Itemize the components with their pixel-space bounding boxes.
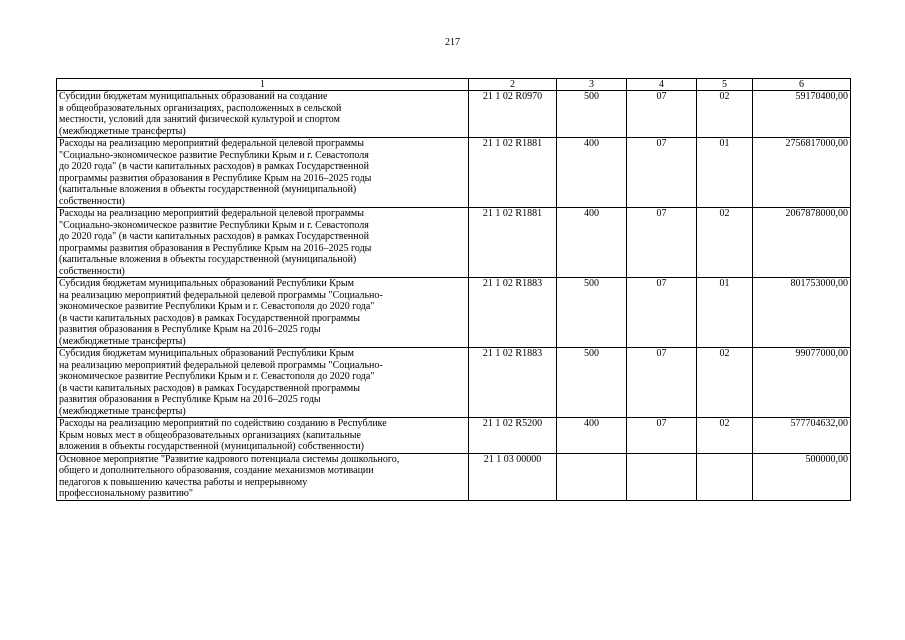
header-col-3: 3 [557, 79, 627, 91]
row-subsection: 02 [697, 348, 753, 418]
budget-table [56, 78, 851, 501]
row-subsection: 01 [697, 138, 753, 208]
row-description: Субсидия бюджетам муниципальных образований Республики Крым на реализацию мероприятий федеральной целевой программы "Социально- экономическое развитие Республики Крым и г. Севастополя до 2020 года" (в части капитальных расходов) в рамках Государственной программы развития образования в Республике Крым на 2016–2025 годы (межбюджетные трансферты) [57, 348, 469, 418]
row-expense-type: 400 [557, 418, 627, 454]
row-expense-type: 500 [557, 278, 627, 348]
header-col-6: 6 [753, 79, 851, 91]
row-target-code: 21 1 03 00000 [469, 453, 557, 500]
row-amount: 99077000,00 [753, 348, 851, 418]
page-number: 217 [445, 37, 460, 48]
row-subsection: 02 [697, 208, 753, 278]
row-amount: 801753000,00 [753, 278, 851, 348]
row-amount: 2756817000,00 [753, 138, 851, 208]
table-row [57, 278, 851, 348]
row-description: Расходы на реализацию мероприятий федеральной целевой программы "Социально-экономическое развитие Республики Крым и г. Севастополя до 2020 года" (в части капитальных расходов) в рамках Государственной программы развития образования в Республике Крым на 2016–2025 годы (капитальные вложения в объекты государственной (муниципальной) собственности) [57, 208, 469, 278]
row-description: Субсидия бюджетам муниципальных образований Республики Крым на реализацию мероприятий федеральной целевой программы "Социально- экономическое развитие Республики Крым и г. Севастополя до 2020 года" (в части капитальных расходов) в рамках Государственной программы развития образования в Республике Крым на 2016–2025 годы (межбюджетные трансферты) [57, 278, 469, 348]
row-section: 07 [627, 208, 697, 278]
row-expense-type: 500 [557, 348, 627, 418]
row-target-code: 21 1 02 R1883 [469, 278, 557, 348]
table-row [57, 91, 851, 138]
row-target-code: 21 1 02 R5200 [469, 418, 557, 454]
row-expense-type: 500 [557, 91, 627, 138]
row-section: 07 [627, 278, 697, 348]
row-subsection [697, 453, 753, 500]
table-row [57, 138, 851, 208]
table-row [57, 453, 851, 500]
row-section: 07 [627, 91, 697, 138]
row-amount: 59170400,00 [753, 91, 851, 138]
table-body [57, 91, 851, 501]
row-description: Основное мероприятие "Развитие кадрового потенциала системы дошкольного, общего и дополнительного образования, создание механизмов мотивации педагогов к повышению качества работы и непрерывному профессиональному развитию" [57, 453, 469, 500]
row-amount: 500000,00 [753, 453, 851, 500]
row-target-code: 21 1 02 R1881 [469, 208, 557, 278]
row-description: Расходы на реализацию мероприятий федеральной целевой программы "Социально-экономическое развитие Республики Крым и г. Севастополя до 2020 года" (в части капитальных расходов) в рамках Государственной программы развития образования в Республике Крым на 2016–2025 годы (капитальные вложения в объекты государственной (муниципальной) собственности) [57, 138, 469, 208]
row-subsection: 02 [697, 91, 753, 138]
table-row [57, 418, 851, 454]
header-col-1: 1 [57, 79, 469, 91]
header-col-4: 4 [627, 79, 697, 91]
row-target-code: 21 1 02 R1883 [469, 348, 557, 418]
row-target-code: 21 1 02 R1881 [469, 138, 557, 208]
row-section [627, 453, 697, 500]
row-expense-type [557, 453, 627, 500]
table-row [57, 348, 851, 418]
row-expense-type: 400 [557, 208, 627, 278]
row-target-code: 21 1 02 R0970 [469, 91, 557, 138]
row-description: Расходы на реализацию мероприятий по содействию созданию в Республике Крым новых мест в общеобразовательных организациях (капитальные вложения в объекты государственной (муниципальной) собственности) [57, 418, 469, 454]
row-section: 07 [627, 348, 697, 418]
row-section: 07 [627, 418, 697, 454]
header-col-5: 5 [697, 79, 753, 91]
row-amount: 2067878000,00 [753, 208, 851, 278]
row-section: 07 [627, 138, 697, 208]
header-col-2: 2 [469, 79, 557, 91]
table-header [57, 79, 851, 91]
row-amount: 577704632,00 [753, 418, 851, 454]
row-subsection: 01 [697, 278, 753, 348]
row-description: Субсидии бюджетам муниципальных образований на создание в общеобразовательных организациях, расположенных в сельской местности, условий для занятий физической культурой и спортом (межбюджетные трансферты) [57, 91, 469, 138]
row-expense-type: 400 [557, 138, 627, 208]
row-subsection: 02 [697, 418, 753, 454]
header-row [57, 79, 851, 91]
table-row [57, 208, 851, 278]
